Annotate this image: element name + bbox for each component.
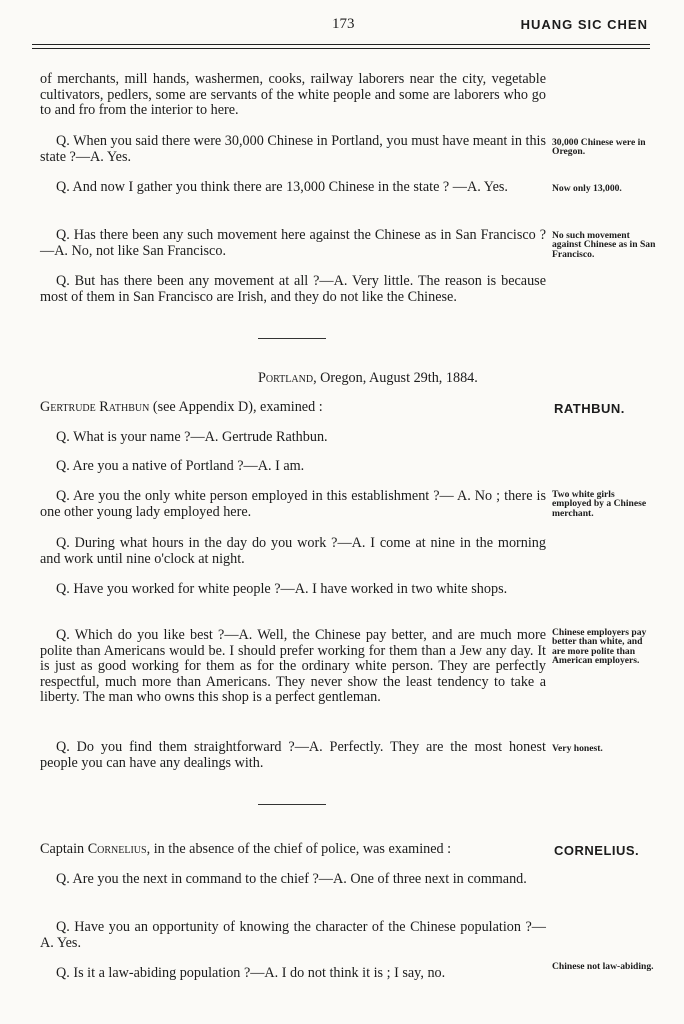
paragraph: Q. And now I gather you think there are 13,000 Chinese in the state ? —A. Yes. xyxy=(56,179,508,195)
header-rule xyxy=(32,44,650,45)
dateline-city: Portland xyxy=(258,370,314,386)
margin-note: Two white girls employed by a Chinese merchant. xyxy=(552,489,647,519)
qa-item: Q. Have you an opportunity of knowing the character of the Chinese population ?—A. Yes. xyxy=(40,919,546,951)
dateline-rest: , Oregon, August 29th, 1884. xyxy=(313,370,478,386)
witness-intro-text: , in the absence of the chief of police, was examined : xyxy=(146,841,452,857)
paragraph: of merchants, mill hands, washermen, cooks, railway laborers near the city, vegetable cultivators, pedlers, some are servants of the white people and some are laborers who go to and fro from the interior to here. xyxy=(40,71,546,119)
qa-item: Q. During what hours in the day do you work ?—A. I come at nine in the morning and work until nine o'clock at night. xyxy=(40,535,546,567)
witness-sidehead: RATHBUN. xyxy=(554,401,625,416)
witness-intro xyxy=(40,400,546,416)
margin-note: 30,000 Chinese were in Oregon. xyxy=(552,137,646,158)
qa-item: Q. Which do you like best ?—A. Well, the Chinese pay better, and are much more polite than Americans would be. I should prefer working for them than a Jew any day. It is just as good working for them as for the ordinary white person. They are perfectly respectful, much more than Americans. They never show the least tendency to take a liberty. The man who owns this shop is a perfect gentleman. xyxy=(40,627,546,706)
margin-note: Now only 13,000. xyxy=(552,183,622,194)
witness-intro-text: (see Appendix D), examined : xyxy=(149,399,323,415)
qa-item: Q. Are you the next in command to the chief ?—A. One of three next in command. xyxy=(56,871,527,887)
page-number: 173 xyxy=(332,16,355,32)
dateline xyxy=(258,370,478,387)
witness-name: Cornelius xyxy=(87,841,147,857)
paragraph: Q. Has there been any such movement here against the Chinese as in San Francisco ?—A. No, not like San Francisco. xyxy=(40,227,546,259)
section-divider xyxy=(258,338,326,339)
qa-item: Q. Do you find them straightforward ?—A. Perfectly. They are the most honest people you can have any dealings with. xyxy=(40,739,546,771)
paragraph: Q. When you said there were 30,000 Chinese in Portland, you must have meant in this state ?—A. Yes. xyxy=(40,133,546,165)
margin-note: Chinese employers pay better than white, and are more polite than American employers. xyxy=(552,627,647,667)
margin-note: Very honest. xyxy=(552,743,603,754)
qa-item: Q. Are you a native of Portland ?—A. I am. xyxy=(56,458,305,474)
witness-prefix: Captain xyxy=(40,841,88,857)
witness-name: Gertrude Rathbun xyxy=(40,399,150,415)
paragraph: Q. But has there been any movement at all ?—A. Very little. The reason is because most of them in San Francisco are Irish, and they do not like the Chinese. xyxy=(40,273,546,305)
header-rule-double xyxy=(32,48,650,49)
margin-note: No such movement against Chinese as in San Francisco. xyxy=(552,230,656,260)
witness-intro xyxy=(40,842,546,858)
running-head: HUANG SIC CHEN xyxy=(520,17,648,32)
section-divider xyxy=(258,804,326,805)
witness-sidehead: CORNELIUS. xyxy=(554,843,640,858)
qa-item: Q. Are you the only white person employed in this establishment ?— A. No ; there is one other young lady employed here. xyxy=(40,488,546,520)
qa-item: Q. What is your name ?—A. Gertrude Rathbun. xyxy=(56,429,328,445)
qa-item: Q. Is it a law-abiding population ?—A. I do not think it is ; I say, no. xyxy=(56,965,446,981)
page-header xyxy=(32,10,652,38)
qa-item: Q. Have you worked for white people ?—A. I have worked in two white shops. xyxy=(56,581,508,597)
margin-note: Chinese not law-abiding. xyxy=(552,961,654,972)
